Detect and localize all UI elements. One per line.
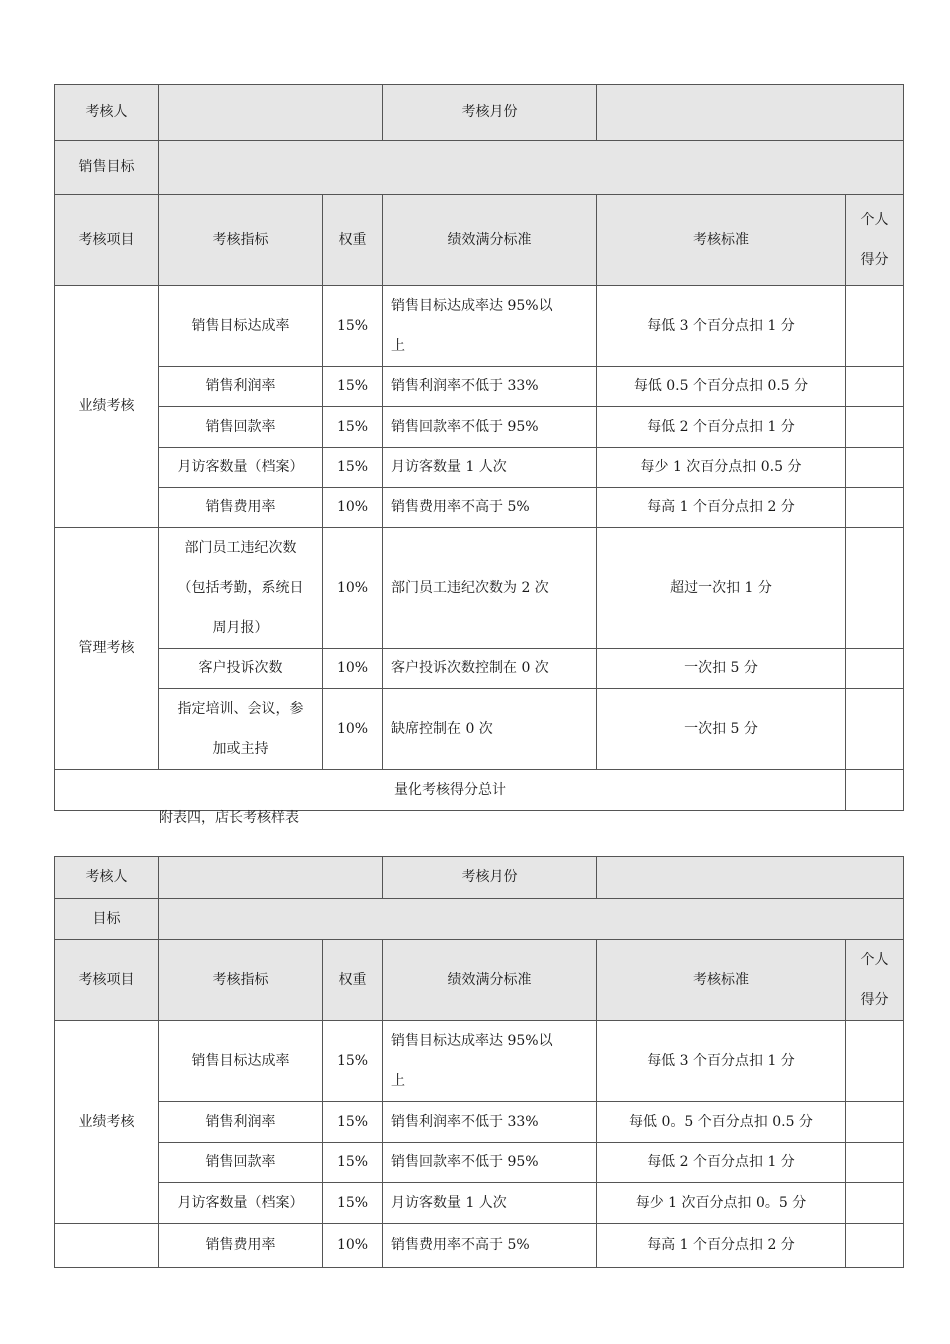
target-label: 目标 xyxy=(55,899,159,940)
indicator-cell xyxy=(159,689,323,770)
target-value-cell[interactable] xyxy=(159,141,904,195)
standard-cell: 每低 2 个百分点扣 1 分 xyxy=(597,1143,846,1183)
assessor-value-cell[interactable] xyxy=(159,857,383,899)
col-header-standard: 考核标准 xyxy=(597,195,846,286)
score-cell[interactable] xyxy=(846,689,904,770)
indicator-cell: 销售利润率 xyxy=(159,367,323,407)
indicator-cell: 客户投诉次数 xyxy=(159,649,323,689)
full-standard-line: 上 xyxy=(391,338,405,354)
indicator-cell: 销售回款率 xyxy=(159,407,323,448)
full-standard-cell: 销售费用率不高于 5% xyxy=(383,1224,597,1268)
table-row xyxy=(55,1143,904,1183)
weight-cell: 10% xyxy=(323,1224,383,1268)
standard-cell: 每低 3 个百分点扣 1 分 xyxy=(597,1021,846,1102)
table-row xyxy=(55,1183,904,1224)
weight-cell: 15% xyxy=(323,367,383,407)
score-cell[interactable] xyxy=(846,1143,904,1183)
indicator-line: 指定培训、会议，参 xyxy=(177,701,304,717)
category-cell: 管理考核 xyxy=(55,528,159,770)
standard-cell: 一次扣 5 分 xyxy=(597,689,846,770)
appendix-caption: 附表四，店长考核样表 xyxy=(159,810,299,826)
table-row xyxy=(55,286,904,367)
assessor-value-cell[interactable] xyxy=(159,85,383,141)
indicator-cell: 销售目标达成率 xyxy=(159,1021,323,1102)
category-cell: 业绩考核 xyxy=(55,1021,159,1224)
full-standard-cell xyxy=(383,1021,597,1102)
score-cell[interactable] xyxy=(846,1021,904,1102)
table-row xyxy=(55,689,904,770)
weight-cell: 15% xyxy=(323,1143,383,1183)
full-standard-cell: 销售利润率不低于 33% xyxy=(383,1102,597,1143)
full-standard-line: 上 xyxy=(391,1073,405,1089)
score-cell[interactable] xyxy=(846,649,904,689)
weight-cell: 10% xyxy=(323,689,383,770)
total-row xyxy=(55,770,904,811)
assessor-label: 考核人 xyxy=(55,857,159,899)
score-cell[interactable] xyxy=(846,448,904,488)
col-header-score-line: 得分 xyxy=(860,992,889,1008)
full-standard-cell: 缺席控制在 0 次 xyxy=(383,689,597,770)
weight-cell: 15% xyxy=(323,448,383,488)
weight-cell: 10% xyxy=(323,528,383,649)
standard-cell: 每少 1 次百分点扣 0.5 分 xyxy=(597,448,846,488)
total-score-cell[interactable] xyxy=(846,770,904,811)
month-value-cell[interactable] xyxy=(597,85,904,141)
indicator-cell: 月访客数量（档案） xyxy=(159,1183,323,1224)
weight-cell: 10% xyxy=(323,649,383,689)
col-header-score-line: 个人 xyxy=(860,952,889,968)
target-label: 销售目标 xyxy=(55,141,159,195)
table-row xyxy=(55,1021,904,1102)
col-header-score-line: 个人 xyxy=(860,212,889,228)
table-row xyxy=(55,649,904,689)
full-standard-cell: 客户投诉次数控制在 0 次 xyxy=(383,649,597,689)
full-standard-cell: 月访客数量 1 人次 xyxy=(383,1183,597,1224)
col-header-category: 考核项目 xyxy=(55,940,159,1021)
standard-cell: 超过一次扣 1 分 xyxy=(597,528,846,649)
weight-cell: 10% xyxy=(323,488,383,528)
indicator-cell: 销售回款率 xyxy=(159,1143,323,1183)
full-standard-cell: 销售回款率不低于 95% xyxy=(383,407,597,448)
score-cell[interactable] xyxy=(846,528,904,649)
indicator-line: （包括考勤，系统日 xyxy=(177,580,304,596)
score-cell[interactable] xyxy=(846,407,904,448)
weight-cell: 15% xyxy=(323,286,383,367)
assessment-table-2 xyxy=(54,856,904,1268)
weight-cell: 15% xyxy=(323,1102,383,1143)
indicator-line: 加或主持 xyxy=(212,741,269,757)
assessment-table-1 xyxy=(54,84,904,811)
table-row xyxy=(55,1224,904,1268)
full-standard-line: 销售目标达成率达 95%以 xyxy=(391,1033,553,1049)
table-row xyxy=(55,367,904,407)
col-header-standard: 考核标准 xyxy=(597,940,846,1021)
month-label: 考核月份 xyxy=(383,857,597,899)
indicator-cell: 销售费用率 xyxy=(159,1224,323,1268)
standard-cell: 每低 2 个百分点扣 1 分 xyxy=(597,407,846,448)
standard-cell: 每少 1 次百分点扣 0。5 分 xyxy=(597,1183,846,1224)
indicator-cell xyxy=(159,528,323,649)
full-standard-line: 销售目标达成率达 95%以 xyxy=(391,298,553,314)
standard-cell: 一次扣 5 分 xyxy=(597,649,846,689)
month-label: 考核月份 xyxy=(383,85,597,141)
standard-cell: 每高 1 个百分点扣 2 分 xyxy=(597,1224,846,1268)
indicator-line: 部门员工违纪次数 xyxy=(184,540,297,556)
col-header-full-standard: 绩效满分标准 xyxy=(383,940,597,1021)
target-value-cell[interactable] xyxy=(159,899,904,940)
score-cell[interactable] xyxy=(846,1102,904,1143)
table-row xyxy=(55,448,904,488)
score-cell[interactable] xyxy=(846,488,904,528)
weight-cell: 15% xyxy=(323,407,383,448)
standard-cell: 每低 0。5 个百分点扣 0.5 分 xyxy=(597,1102,846,1143)
weight-cell: 15% xyxy=(323,1183,383,1224)
col-header-score xyxy=(846,195,904,286)
table-row xyxy=(55,1102,904,1143)
score-cell[interactable] xyxy=(846,367,904,407)
category-cell xyxy=(55,1224,159,1268)
standard-cell: 每低 3 个百分点扣 1 分 xyxy=(597,286,846,367)
col-header-score xyxy=(846,940,904,1021)
total-label: 量化考核得分总计 xyxy=(55,770,846,811)
full-standard-cell: 月访客数量 1 人次 xyxy=(383,448,597,488)
standard-cell: 每高 1 个百分点扣 2 分 xyxy=(597,488,846,528)
assessor-label: 考核人 xyxy=(55,85,159,141)
score-cell[interactable] xyxy=(846,1224,904,1268)
full-standard-cell: 销售利润率不低于 33% xyxy=(383,367,597,407)
full-standard-cell: 销售费用率不高于 5% xyxy=(383,488,597,528)
indicator-cell: 销售利润率 xyxy=(159,1102,323,1143)
indicator-line: 周月报） xyxy=(212,620,269,636)
month-value-cell[interactable] xyxy=(597,857,904,899)
table-row xyxy=(55,528,904,649)
score-cell[interactable] xyxy=(846,1183,904,1224)
full-standard-cell: 部门员工违纪次数为 2 次 xyxy=(383,528,597,649)
table-row xyxy=(55,407,904,448)
col-header-score-line: 得分 xyxy=(860,252,889,268)
full-standard-cell: 销售回款率不低于 95% xyxy=(383,1143,597,1183)
col-header-full-standard: 绩效满分标准 xyxy=(383,195,597,286)
indicator-cell: 销售费用率 xyxy=(159,488,323,528)
table-row xyxy=(55,488,904,528)
col-header-indicator: 考核指标 xyxy=(159,940,323,1021)
indicator-cell: 月访客数量（档案） xyxy=(159,448,323,488)
col-header-category: 考核项目 xyxy=(55,195,159,286)
standard-cell: 每低 0.5 个百分点扣 0.5 分 xyxy=(597,367,846,407)
score-cell[interactable] xyxy=(846,286,904,367)
weight-cell: 15% xyxy=(323,1021,383,1102)
col-header-weight: 权重 xyxy=(323,195,383,286)
col-header-weight: 权重 xyxy=(323,940,383,1021)
category-cell: 业绩考核 xyxy=(55,286,159,528)
full-standard-cell xyxy=(383,286,597,367)
col-header-indicator: 考核指标 xyxy=(159,195,323,286)
indicator-cell: 销售目标达成率 xyxy=(159,286,323,367)
